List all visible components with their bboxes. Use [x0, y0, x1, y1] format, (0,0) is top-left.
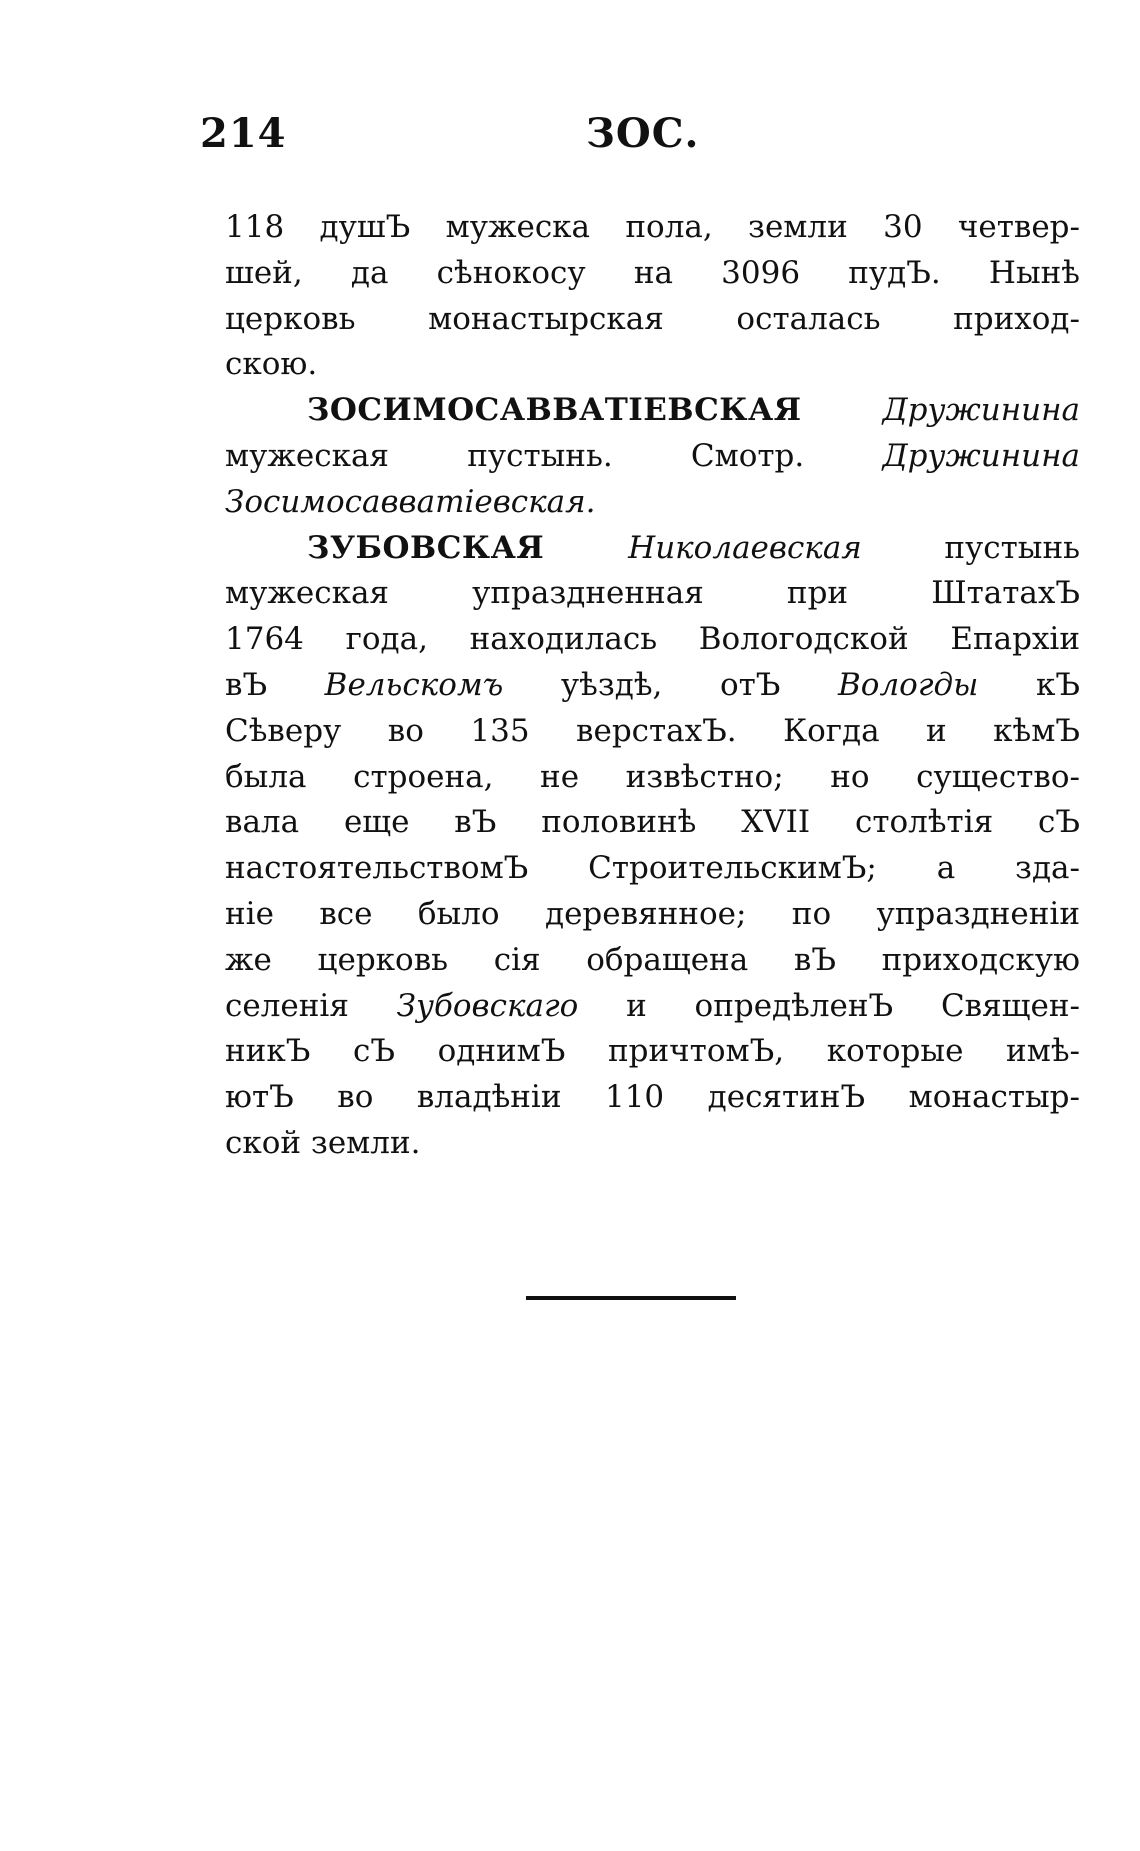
- text-run: кЪ: [978, 666, 1081, 703]
- text-run: 118 душЪ мужеска пола, земли 30 четвер-: [225, 209, 1080, 245]
- text-line: [225, 709, 1080, 755]
- text-run: пустынь: [861, 529, 1080, 566]
- italic-text-run: Вельскомъ: [324, 666, 504, 703]
- italic-text-run: Николаевская: [628, 529, 862, 566]
- text-line: [225, 205, 1080, 251]
- text-run: вЪ: [225, 666, 325, 703]
- text-run: никЪ сЪ однимЪ причтомЪ, которые имѣ-: [225, 1033, 1080, 1070]
- text-run: селенія: [225, 987, 397, 1024]
- italic-text-run: Дружинина: [882, 392, 1080, 429]
- text-run: мужеская упраздненная при ШтатахЪ: [225, 575, 1080, 612]
- text-line: [225, 846, 1080, 892]
- text-line: [225, 251, 1080, 297]
- italic-text-run: Вологды: [838, 666, 979, 703]
- text-line: [225, 800, 1080, 846]
- text-run: была строена, не извѣстно; но существо-: [225, 758, 1080, 795]
- text-line: [225, 297, 1080, 343]
- text-line: [225, 571, 1080, 617]
- text-run: уѣздѣ, отЪ: [503, 666, 838, 703]
- text-line: [225, 526, 1080, 572]
- text-run: же церковь сія обращена вЪ приходскую: [225, 941, 1080, 978]
- text-line: [225, 617, 1080, 663]
- text-run: скою.: [225, 346, 318, 383]
- text-run: 1764 года, находилась Вологодской Епархіи: [225, 621, 1080, 658]
- text-line: [225, 480, 1080, 526]
- text-run: шей, да сѣнокосу на 3096 пудЪ. Нынѣ: [225, 254, 1080, 291]
- text-line: [225, 434, 1080, 480]
- text-run: ютЪ во владѣніи 110 десятинЪ монастыр-: [225, 1079, 1080, 1116]
- text-line: [225, 938, 1080, 984]
- text-line: [225, 663, 1080, 709]
- entry-heading: ЗОСИМОСАВВАТІЕВСКАЯ: [307, 392, 883, 429]
- text-run: мужеская пустынь. Смотр.: [225, 437, 883, 474]
- text-run: церковь монастырская осталась приход-: [225, 300, 1080, 337]
- text-line: [225, 892, 1080, 938]
- running-head: ЗОС.: [586, 110, 700, 157]
- text-run: вала еще вЪ половинѣ XVII столѣтія сЪ: [225, 804, 1080, 841]
- text-run: настоятельствомЪ СтроительскимЪ; а зда-: [225, 850, 1080, 887]
- page-header: [200, 110, 800, 170]
- text-line: [225, 1029, 1080, 1075]
- italic-text-run: Дружинина: [882, 437, 1080, 474]
- entry-heading: ЗУБОВСКАЯ: [307, 529, 629, 566]
- end-rule: [526, 1296, 736, 1300]
- text-line: [225, 388, 1080, 434]
- text-run: Сѣверу во 135 верстахЪ. Когда и кѣмЪ: [225, 712, 1080, 749]
- italic-text-run: Зосимосавватіевская.: [225, 483, 596, 520]
- text-line: [225, 1121, 1080, 1167]
- text-line: [225, 755, 1080, 801]
- text-run: и опредѣленЪ Священ-: [578, 987, 1080, 1024]
- italic-text-run: Зубовскаго: [396, 987, 579, 1024]
- text-run: ской земли.: [225, 1124, 421, 1161]
- page-number: 214: [200, 110, 287, 157]
- text-line: [225, 342, 1080, 388]
- text-line: [225, 1075, 1080, 1121]
- text-run: ніе все было деревянное; по упраздненіи: [225, 895, 1080, 932]
- text-line: [225, 984, 1080, 1030]
- body-text: [225, 205, 1080, 1167]
